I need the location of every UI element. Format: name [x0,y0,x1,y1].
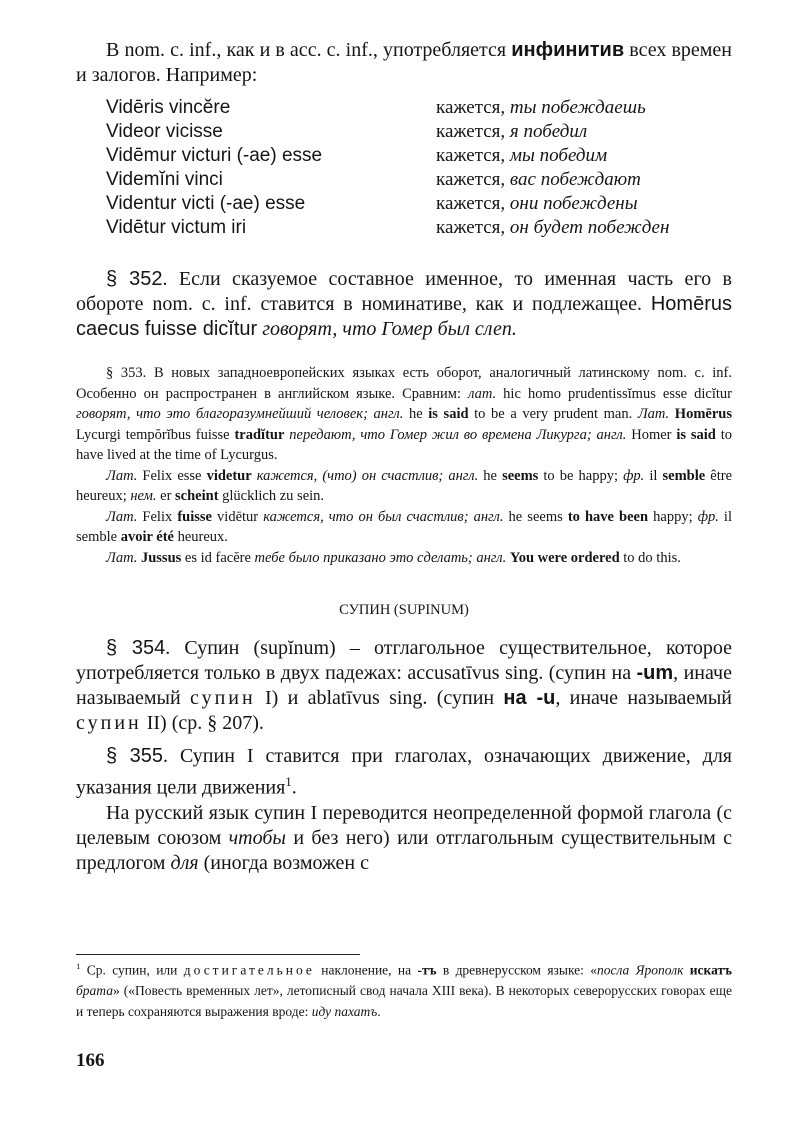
text-run: и без него) или отглагольным существительным с предлогом [76,826,733,874]
text-run: to be happy; [538,467,624,484]
text-run: тебе было приказано это сделать; англ. [254,549,507,566]
text-run: нем. [130,488,157,504]
example-prefix: кажется, [436,193,510,214]
section-heading: СУПИН (SUPINUM) [339,602,469,618]
text-run: » («Повесть временных лет», летописный свод начала XIII века). В некоторых северорусских говорах еще и теперь сохраняются выражения вроде: [76,983,732,1019]
text-run: § 355 [106,745,164,767]
example-latin: Videor vicisse [106,121,223,142]
text-run: You were ordered [509,549,620,566]
text-run: to be a very prudent man. [468,406,638,422]
example-row [106,168,732,192]
text-run: . [377,1003,381,1019]
text-run: Homērus caecus fuisse dicĭtur [76,293,732,340]
example-prefix: кажется, [436,217,510,238]
text-run: брата [76,983,113,998]
example-translation: они побеждены [509,193,638,214]
example-russian [436,120,732,144]
example-row [106,192,732,216]
text-run: vidētur [211,508,264,525]
text-run: he [478,467,503,484]
text-run: Homer [626,426,677,443]
paragraph-353-part [76,507,732,548]
text-run: достигательное [183,962,315,978]
example-translation: вас побеждают [509,169,641,190]
paragraph-355 [76,744,732,801]
paragraph-355-continued [76,801,732,876]
example-russian [436,192,732,216]
text-run: . Супин I ставится при глаголах, означающих движение, для указания цели движения [76,745,732,799]
example-translation: он будет побежден [509,217,670,238]
text-run: говорят, что это благоразумнейший человек; англ. [76,406,404,422]
text-run: чтобы [228,826,286,849]
example-row [106,216,732,240]
text-run: , иначе называемый [76,662,732,709]
text-run: -um [636,662,674,684]
text-run: В nom. c. inf., как и в acc. c. inf., употребляется [106,39,512,61]
text-run: to have lived at the time of Lycurgus. [76,426,733,463]
text-run: tradĭtur [234,426,285,443]
text-run: для [170,851,199,874]
example-translation: я победил [509,121,588,142]
example-row [106,120,732,144]
example-prefix: кажется, [436,169,510,190]
text-run: he seems [503,508,568,525]
text-run: glücklich zu sein. [218,488,325,504]
text-run: § 352 [106,268,163,290]
text-run: to do this. [619,549,681,566]
text-run: фр. [697,508,719,525]
text-run: Лат. [637,406,670,422]
example-latin: Vidētur victum iri [106,217,247,238]
intro-paragraph [76,38,732,88]
text-run: иду пахатъ [311,1003,378,1019]
example-prefix: кажется, [436,121,510,142]
text-run: наклонение, на [314,962,418,978]
text-run: heureux. [173,529,228,545]
paragraph-353-part [76,548,732,569]
example-prefix: кажется, [436,145,510,166]
text-run: il semble [76,508,732,545]
text-run: искатъ [689,962,733,978]
example-translation: мы победим [509,145,608,166]
text-run: is said [428,406,469,422]
text-run: инфинитив [511,39,625,61]
text-run: . [291,776,297,799]
text-run: лат. [468,385,497,402]
text-run: 1 [285,774,292,789]
text-run: § 354 [106,637,166,659]
text-run: Лат. [106,467,138,484]
page-content [76,38,732,876]
text-run: супин [76,712,142,734]
text-run: er [156,488,176,504]
text-run: 1 [76,961,81,971]
example-row [106,144,732,168]
text-run: II) (ср. § 207). [141,712,264,734]
text-run: hic homo prudentissĭmus esse dicĭtur [496,385,732,402]
text-run: кажется, что он был счастлив; англ. [263,508,504,525]
text-run: es id facĕre [181,549,255,566]
text-run: he [403,406,429,422]
example-russian [436,144,732,168]
text-run: semble [662,467,706,484]
text-run: (иногда возможен с [198,851,370,874]
text-run: Лат. [106,508,138,525]
text-run: супин [189,687,256,709]
example-latin: Videntur victi (-ae) esse [106,193,306,214]
text-run: кажется, (что) он счастлив; англ. [256,467,479,484]
text-run: всех времен и залогов. Например: [76,39,732,86]
text-run: happy; [648,508,698,525]
footnote-rule [76,954,360,955]
example-latin: Videmĭni vinci [106,169,223,190]
text-run: в древнерусском языке: « [436,962,598,978]
text-run: Лат. [106,549,138,566]
text-run: Ср. супин, или [80,962,184,978]
example-russian [436,168,732,192]
paragraph-353-part [76,363,732,466]
example-row [106,96,732,120]
text-run: . Если сказуемое составное именное, то именная часть его в обороте nom. c. inf. ставится в номинативе, как и подлежащее. [76,268,732,315]
example-translation: ты побеждаешь [509,97,646,118]
text-run: посла Ярополк [597,962,684,978]
text-run: передают, что Гомер жил во времена Ликурга; англ. [289,426,627,443]
example-latin: Vidēmur victuri (-ae) esse [106,145,323,166]
example-latin: Vidēris vincĕre [106,97,231,118]
text-run: , иначе называемый [555,687,732,709]
text-run: être heureux; [76,467,733,504]
text-run: il [644,467,663,484]
text-run: § 353. В новых западноевропейских языках есть оборот, аналогичный латинскому nom. c. inf. Особенно он распространен в английском языке. Сравним: [76,365,732,402]
text-run: Lycurgi tempŏrĭbus fuisse [76,426,235,443]
examples-table [106,96,732,240]
text-run: говорят, что Гомер был слеп. [262,318,517,340]
text-run: . Супин (supĭnum) – отглагольное существительное, которое употребляется только в двух падежах: accusatīvus sing. (супин на [76,637,732,684]
text-run: -тъ [417,962,437,978]
text-run: Felix [137,508,178,525]
text-run: фр. [623,467,645,484]
text-run: seems [502,467,539,484]
text-run: Jussus [140,549,182,566]
text-run: is said [676,426,716,443]
text-run: scheint [175,488,219,504]
paragraph-353-part [76,466,732,507]
example-prefix: кажется, [436,97,510,118]
paragraph-352 [76,267,732,342]
footnote [76,956,732,1022]
text-run: I) и ablatīvus sing. (супин [255,687,504,709]
text-run: Homērus [674,406,732,422]
text-run: на -u [503,687,556,709]
text-run: fuisse [177,508,212,525]
text-run: Felix esse [137,467,207,484]
example-russian [436,216,732,240]
text-run: to have been [567,508,649,525]
paragraph-354 [76,636,732,736]
paragraph-353-block [76,363,732,568]
page-number: 166 [76,1050,105,1071]
text-run: videtur [206,467,252,484]
text-run: avoir été [120,529,174,545]
text-run: На русский язык супин I переводится неопределенной формой глагола (с целевым союзом [76,801,732,849]
example-russian [436,96,732,120]
